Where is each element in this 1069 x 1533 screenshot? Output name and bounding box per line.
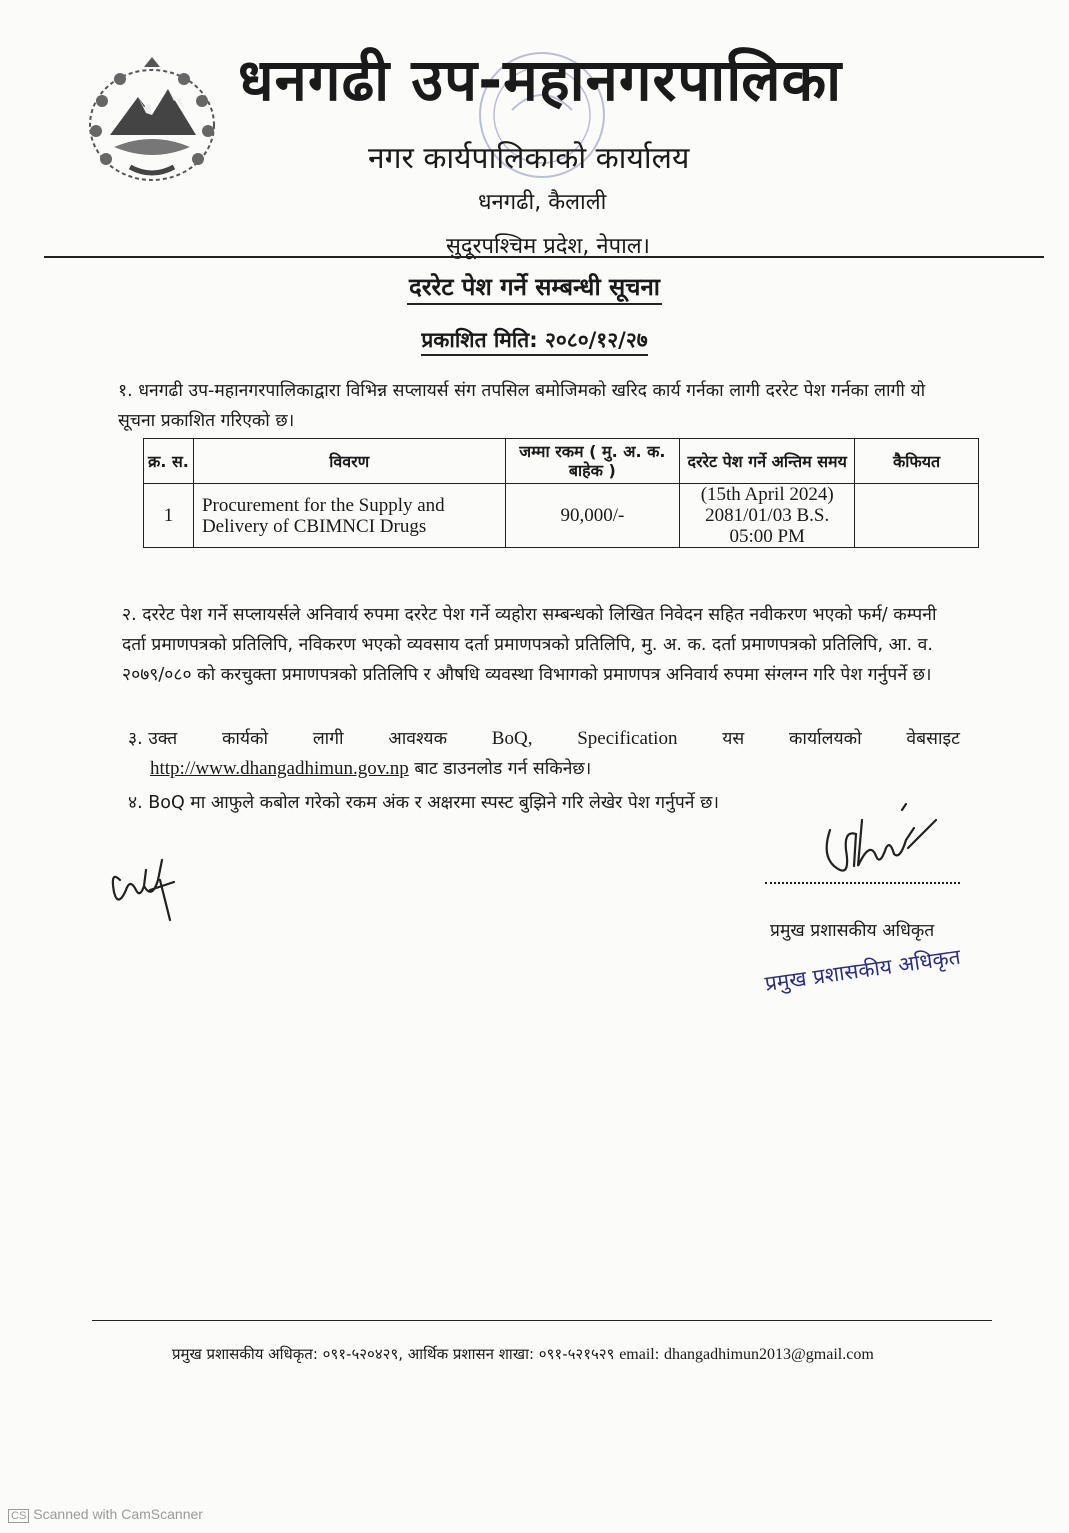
notice-title bbox=[0, 270, 1069, 303]
cell-description: Procurement for the Supply and Delivery of CBIMNCI Drugs bbox=[193, 484, 505, 548]
header-sn: क्र. स. bbox=[144, 439, 194, 484]
p3-word-boq: BoQ, bbox=[491, 728, 533, 749]
p3-word-9: वेबसाइट bbox=[906, 729, 960, 749]
office-province: सुदूरपश्चिम प्रदेश, नेपाल। bbox=[446, 234, 651, 259]
p3-word-1: ३. उक्त bbox=[128, 729, 178, 749]
p3-word-8: कार्यालयको bbox=[788, 729, 862, 749]
cell-sn: 1 bbox=[144, 484, 194, 548]
p3-tail: बाट डाउनलोड गर्न सकिनेछ। bbox=[414, 759, 592, 779]
paragraph-3-line-1 bbox=[128, 724, 960, 754]
deadline-line-1: (15th April 2024) bbox=[700, 484, 834, 505]
deadline-line-3: 05:00 PM bbox=[729, 526, 805, 547]
footer-contact bbox=[172, 1344, 874, 1364]
footer-phones: प्रमुख प्रशासकीय अधिकृत: ०९१-५२०४२९, आर्थिक प्रशासन शाखा: ०९१-५२१५२९ bbox=[172, 1345, 615, 1363]
table-header-row bbox=[144, 439, 979, 484]
cell-remarks bbox=[855, 484, 979, 548]
p3-word-4: आवश्यक bbox=[388, 729, 448, 749]
notice-title-text: दररेट पेश गर्ने सम्बन्धी सूचना bbox=[407, 273, 662, 305]
p3-word-7: यस bbox=[722, 729, 745, 749]
cell-amount: 90,000/- bbox=[505, 484, 680, 548]
footer-email-label: email: bbox=[619, 1346, 660, 1363]
p3-word-2: कार्यको bbox=[221, 729, 269, 749]
header-remarks: कैफियत bbox=[855, 439, 979, 484]
signatory-title: प्रमुख प्रशासकीय अधिकृत bbox=[770, 921, 935, 941]
published-date-text: प्रकाशित मिति: २०८०/१२/२७ bbox=[421, 328, 647, 356]
paragraph-1: १. धनगढी उप-महानगरपालिकाद्वारा विभिन्न सप्लायर्स संग तपसिल बमोजिमको खरिद कार्य गर्नका लागी दररेट पेश गर्नका लागी यो सूचना प्रकाशित गरिएको छ। bbox=[118, 381, 926, 431]
footer-email[interactable]: dhangadhimun2013@gmail.com bbox=[663, 1346, 874, 1363]
signatory-stamp: प्रमुख प्रशासकीय अधिकृत bbox=[763, 944, 962, 996]
deadline-line-2: 2081/01/03 B.S. bbox=[705, 505, 830, 526]
signature-line bbox=[765, 872, 960, 884]
scanner-watermark bbox=[8, 1506, 203, 1523]
p3-word-specification: Specification bbox=[577, 728, 678, 749]
paragraph-4: ४. BoQ मा आफुले कबोल गरेको रकम अंक र अक्षरमा स्पस्ट बुझिने गरि लेखेर पेश गर्नुपर्ने छ। bbox=[128, 793, 719, 813]
office-name: नगर कार्यपालिकाको कार्यालय bbox=[368, 141, 690, 176]
published-date bbox=[0, 326, 1069, 354]
paragraph-3-line-2 bbox=[128, 754, 960, 784]
camscanner-icon: CS bbox=[8, 1509, 29, 1523]
table-row bbox=[144, 484, 979, 548]
paragraph-2: २. दररेट पेश गर्ने सप्लायर्सले अनिवार्य रुपमा दररेट पेश गर्ने व्यहोरा सम्बन्धको लिखित निवेदन सहित नवीकरण भएको फर्म/ कम्पनी दर्ता प्रमाणपत्रको प्रतिलिपि, नविकरण भएको व्यवसाय दर्ता प्रमाणपत्रको प्रतिलिपि, मु. अ. क. दर्ता प्रमाणपत्रको प्रतिलिपि, आ. व. २०७९/०८० को करचुक्ता प्रमाणपत्रको प्रतिलिपि र औषधि व्यवस्था विभागको प्रमाणपत्र अनिवार्य रुपमा संग्लग्न गरि पेश गर्नुपर्ने छ। bbox=[122, 605, 937, 685]
header-deadline: दररेट पेश गर्ने अन्तिम समय bbox=[680, 439, 855, 484]
nepal-emblem-icon bbox=[80, 55, 225, 190]
website-link[interactable]: http://www.dhangadhimun.gov.np bbox=[150, 758, 409, 779]
footer-divider bbox=[92, 1320, 992, 1321]
watermark-text: Scanned with CamScanner bbox=[33, 1506, 203, 1522]
handwritten-initials-icon bbox=[100, 840, 190, 930]
procurement-table bbox=[143, 438, 979, 548]
org-name: धनगढी उप-महानगरपालिका bbox=[238, 46, 843, 114]
header-description: विवरण bbox=[193, 439, 505, 484]
cell-deadline bbox=[680, 484, 855, 548]
office-city: धनगढी, कैलाली bbox=[478, 190, 607, 215]
paragraph-3 bbox=[128, 724, 960, 784]
header-amount: जम्मा रकम ( मु. अ. क. बाहेक ) bbox=[505, 439, 680, 484]
p3-word-3: लागी bbox=[312, 729, 344, 749]
header-divider bbox=[44, 256, 1044, 258]
